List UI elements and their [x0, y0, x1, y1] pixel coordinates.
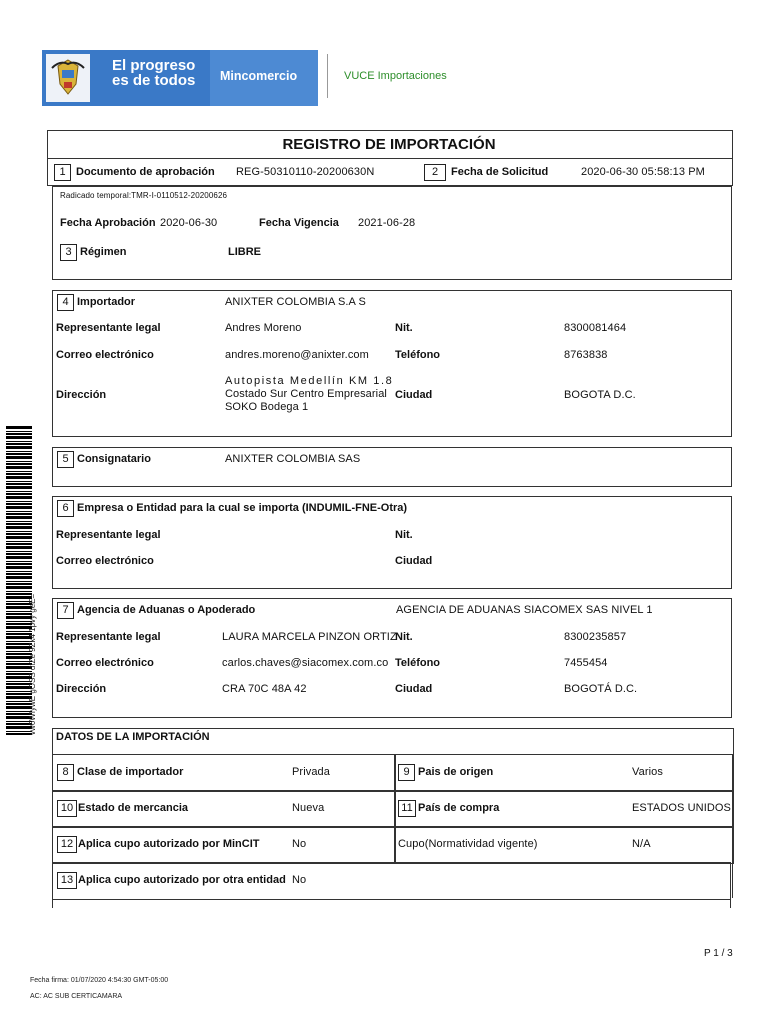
- cupo-normatividad-label: Cupo(Normatividad vigente): [398, 838, 538, 850]
- field-number: 5: [57, 451, 74, 468]
- field-number: 10: [57, 800, 77, 817]
- field-number: 8: [57, 764, 74, 781]
- regimen-value: LIBRE: [228, 246, 261, 258]
- title-divider: [47, 158, 733, 159]
- agencia-rep-legal-label: Representante legal: [56, 631, 161, 643]
- estado-mercancia-label: Estado de mercancia: [78, 802, 189, 814]
- ac-certificado: AC: AC SUB CERTICAMARA: [30, 993, 123, 1000]
- correo-value: andres.moreno@anixter.com: [225, 349, 369, 361]
- empresa-ciudad-label: Ciudad: [395, 555, 433, 567]
- agencia-direccion-value: CRA 70C 48A 42: [222, 683, 307, 695]
- header-divider: [327, 54, 328, 98]
- fecha-vigencia-label: Fecha Vigencia: [259, 217, 339, 229]
- direccion-value: [225, 375, 393, 414]
- agencia-value: AGENCIA DE ADUANAS SIACOMEX SAS NIVEL 1: [396, 604, 653, 616]
- agencia-section: [52, 598, 732, 718]
- coat-of-arms-icon: [46, 54, 90, 102]
- agencia-correo-value: carlos.chaves@siacomex.com.co: [222, 657, 389, 669]
- direccion-label: Dirección: [56, 389, 107, 401]
- system-name: VUCE Importaciones: [344, 70, 447, 82]
- pais-origen-value: Varios: [632, 766, 663, 778]
- clase-importador-value: Privada: [292, 766, 330, 778]
- pais-origen-label: Pais de origen: [418, 766, 494, 778]
- page-number: P 1 / 3: [704, 948, 733, 959]
- field-number: 3: [60, 244, 77, 261]
- consignatario-section: [52, 447, 732, 487]
- field-number: 13: [57, 872, 77, 889]
- field-number: 1: [54, 164, 71, 181]
- consignatario-value: ANIXTER COLOMBIA SAS: [225, 453, 361, 465]
- agencia-rep-legal-value: LAURA MARCELA PINZON ORTIZ: [222, 631, 397, 643]
- cupo-mincit-value: No: [292, 838, 307, 850]
- field-number: 12: [57, 836, 77, 853]
- pais-compra-label: País de compra: [418, 802, 500, 814]
- cupo-mincit-label: Aplica cupo autorizado por MinCIT: [78, 838, 260, 850]
- importador-section: [52, 290, 732, 437]
- estado-mercancia-value: Nueva: [292, 802, 325, 814]
- agencia-label: Agencia de Aduanas o Apoderado: [77, 604, 256, 616]
- datos-importacion-heading: DATOS DE LA IMPORTACIÓN: [56, 731, 210, 743]
- agencia-ciudad-label: Ciudad: [395, 683, 433, 695]
- field-number: 4: [57, 294, 74, 311]
- regimen-label: Régimen: [80, 246, 127, 258]
- nit-label: Nit.: [395, 322, 413, 334]
- telefono-value: 8763838: [564, 349, 608, 361]
- gobierno-logo: [42, 50, 318, 106]
- field-number: 6: [57, 500, 74, 517]
- fecha-vigencia-value: 2021-06-28: [358, 217, 416, 229]
- empresa-nit-label: Nit.: [395, 529, 413, 541]
- agencia-nit-label: Nit.: [395, 631, 413, 643]
- ciudad-label: Ciudad: [395, 389, 433, 401]
- direccion-line: Costado Sur Centro Empresarial: [225, 388, 387, 400]
- consignatario-label: Consignatario: [77, 453, 151, 465]
- direccion-line: Autopista Medellín KM 1.8: [225, 375, 394, 387]
- ministry-name: Mincomercio: [220, 69, 298, 83]
- radicado-temporal: Radicado temporal:TMR-I-0110512-20200626: [60, 191, 228, 200]
- cupo-normatividad-value: N/A: [632, 838, 651, 850]
- field-number: 9: [398, 764, 415, 781]
- agencia-direccion-label: Dirección: [56, 683, 107, 695]
- agencia-correo-label: Correo electrónico: [56, 657, 154, 669]
- field-number: 2: [424, 164, 446, 181]
- ciudad-value: BOGOTA D.C.: [564, 389, 636, 401]
- fecha-firma: Fecha firma: 01/07/2020 4:54:30 GMT-05:00: [30, 977, 169, 984]
- clase-importador-label: Clase de importador: [77, 766, 184, 778]
- fecha-solicitud-value: 2020-06-30 05:58:13 PM: [581, 166, 705, 178]
- correo-label: Correo electrónico: [56, 349, 154, 361]
- logo-slogan: El progreso es de todos: [112, 57, 196, 89]
- empresa-correo-label: Correo electrónico: [56, 555, 154, 567]
- rep-legal-value: Andres Moreno: [225, 322, 302, 334]
- importador-label: Importador: [77, 296, 136, 308]
- field-number: 11: [398, 800, 416, 817]
- rep-legal-label: Representante legal: [56, 322, 161, 334]
- bottom-right-border: [730, 898, 731, 908]
- fecha-aprobacion-value: 2020-06-30: [160, 217, 218, 229]
- pais-compra-value: ESTADOS UNIDOS: [632, 802, 731, 814]
- cupo-otra-entidad-label: Aplica cupo autorizado por otra entidad: [78, 874, 286, 886]
- importador-value: ANIXTER COLOMBIA S.A S: [225, 296, 366, 308]
- cupo-otra-entidad-value: No: [292, 874, 307, 886]
- direccion-line: SOKO Bodega 1: [225, 401, 309, 413]
- doc-aprobacion-label: Documento de aprobación: [76, 166, 215, 178]
- agencia-telefono-value: 7455454: [564, 657, 608, 669]
- empresa-label: Empresa o Entidad para la cual se importa (INDUMIL-FNE-Otra): [77, 502, 408, 514]
- doc-aprobacion-value: REG-50310110-20200630N: [236, 166, 375, 178]
- barcode-text: vw6WIywE gOSS dtZe 9Zk4 1pvy geE=: [28, 593, 37, 735]
- agencia-ciudad-value: BOGOTÁ D.C.: [564, 683, 638, 695]
- agencia-nit-value: 8300235857: [564, 631, 627, 643]
- page-title: REGISTRO DE IMPORTACIÓN: [282, 136, 496, 153]
- fecha-aprobacion-label: Fecha Aprobación: [60, 217, 156, 229]
- telefono-label: Teléfono: [395, 349, 441, 361]
- empresa-rep-legal-label: Representante legal: [56, 529, 161, 541]
- general-section: [52, 186, 732, 280]
- agencia-telefono-label: Teléfono: [395, 657, 441, 669]
- fecha-solicitud-label: Fecha de Solicitud: [451, 166, 549, 178]
- field-number: 7: [57, 602, 74, 619]
- nit-value: 8300081464: [564, 322, 627, 334]
